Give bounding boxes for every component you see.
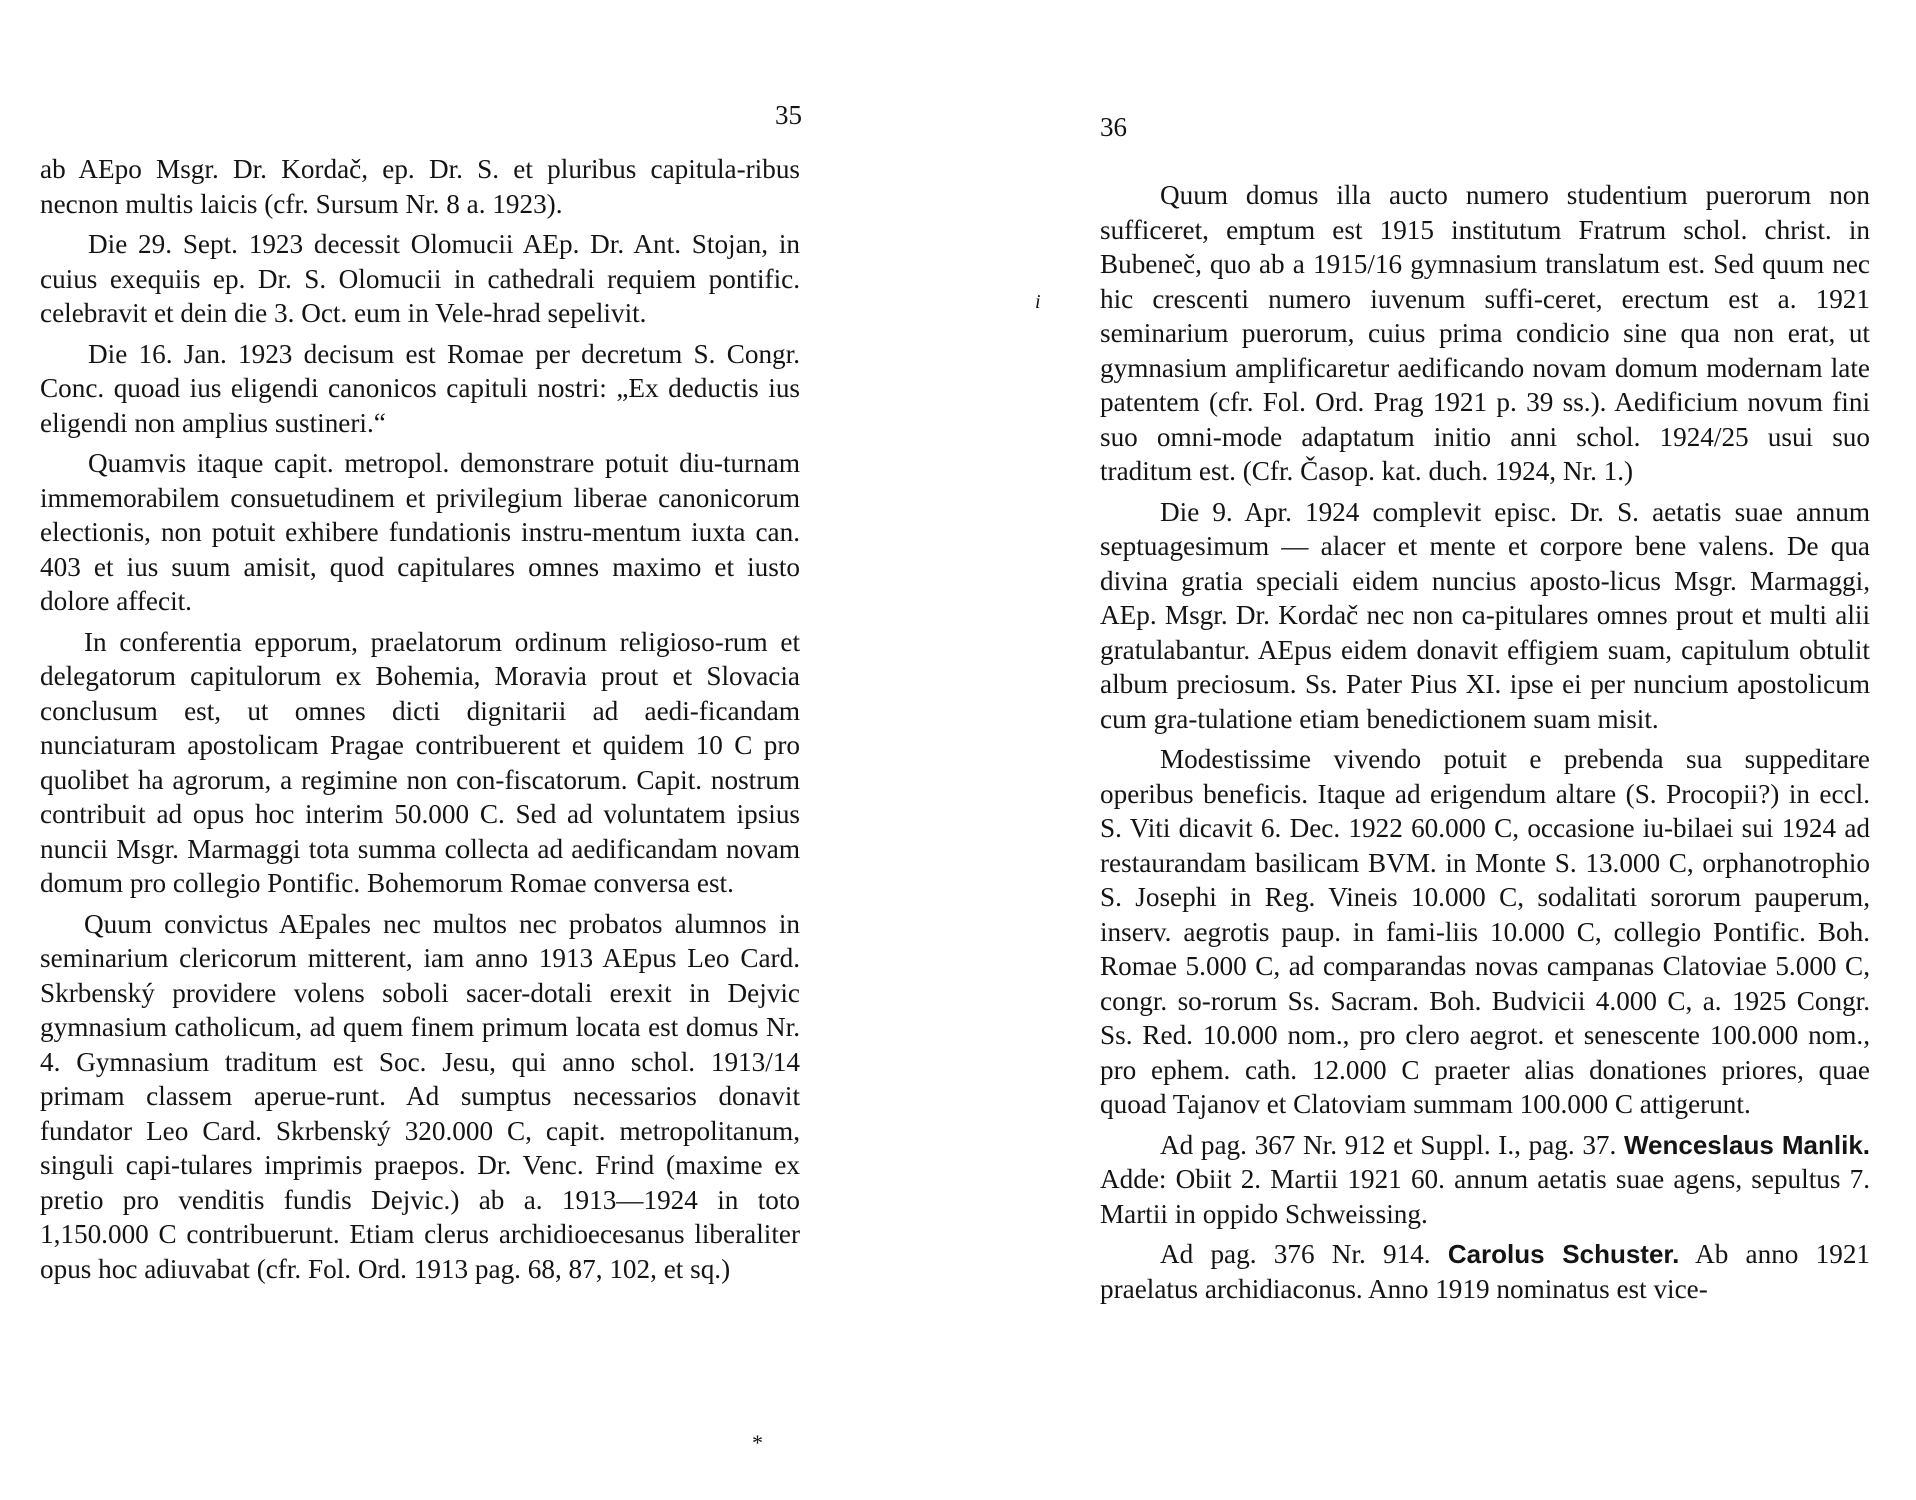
footer-asterisk: * <box>752 1430 763 1455</box>
paragraph: Quum convictus AEpales nec multos nec probatos alumnos in seminarium clericorum mitterent, iam anno 1913 AEpus Leo Card. Skrbenský providere volens soboli sacer-dotali erexit in Dejvic gymnasium catholicum, ad quem finem primum locata est domus Nr. 4. Gymnasium traditum est Soc. Jesu, qui anno schol. 1913/14 primam classem aperue-runt. Ad sumptus necessarios donavit fundator Leo Card. Skrbenský 320.000 C, capit. metropolitanum, singuli capi-tulares imprimis praepos. Dr. Venc. Frind (maxime ex pretio pro venditis fundis Dejvic.) ab a. 1913—1924 in toto 1,150.000 C contribuerunt. Etiam clerus archidioecesanus liberaliter opus hoc adiuvabat (cfr. Fol. Ord. 1913 pag. 68, 87, 102, et sq.) <box>40 908 800 1284</box>
entry-reference: Ad pag. 376 Nr. 914. <box>1160 1239 1448 1269</box>
entry-text: Adde: Obiit 2. Martii 1921 60. annum aetatis suae agens, sepultus 7. Martii in oppido Schweissing. <box>1100 1164 1870 1229</box>
page-number: 36 <box>1100 112 1127 142</box>
paragraph: In conferentia epporum, praelatorum ordinum religioso-rum et delegatorum capitulorum ex Bohemia, Moravia prout et Slovacia conclusum est, ut omnes dicti dignitarii ad aedi-ficandam nunciaturam apostolicam Pragae contribuerent et quidem 10 C pro quolibet ha agrorum, a regimine non con-fiscatorum. Capit. nostrum contribuit ad opus hoc interim 50.000 C. Sed ad voluntatem ipsius nuncii Msgr. Marmaggi tota summa collecta ad aedificandam novam domum pro collegio Pontific. Bohemorum Romae conversa est. <box>40 626 800 898</box>
entry-name: Carolus Schuster. <box>1447 1239 1680 1269</box>
margin-mark: i <box>1035 291 1041 313</box>
paragraph: Modestissime vivendo potuit e prebenda sua suppeditare operibus beneficis. Itaque ad erigendum altare (S. Procopii?) in eccl. S. Viti dicavit 6. Dec. 1922 60.000 C, occasione iu-bilaei sui 1924 ad restaurandam basilicam BVM. in Monte S. 13.000 C, orphanotrophio S. Josephi in Reg. Vineis 10.000 C, sodalitati sororum pauperum, inserv. aegrotis paup. in fami-liis 10.000 C, collegio Pontific. Boh. Romae 5.000 C, ad comparandas novas campanas Clatoviae 5.000 C, congr. so-rorum Ss. Sacram. Boh. Budvicii 4.000 C, a. 1925 Congr. Ss. Red. 10.000 nom., pro clero aegrot. et senescente 100.000 nom., pro ephem. cath. 12.000 C praeter alias donationes priores, quae quoad Tajanov et Clatoviam summam 100.000 C attigerunt. <box>1100 744 1870 1119</box>
right-text-column <box>1100 178 1870 1312</box>
paragraph: Die 16. Jan. 1923 decisum est Romae per decretum S. Congr. Conc. quoad ius eligendi canonicos capituli nostri: „Ex deductis ius eligendi non amplius sustineri.“ <box>40 338 800 438</box>
entry-name: Wenceslaus Manlik. <box>1623 1129 1871 1160</box>
paragraph: Die 9. Apr. 1924 complevit episc. Dr. S. aetatis suae annum septuagesimum — alacer et mente et corpore bene valens. De qua divina gratia speciali eidem nuncius aposto-licus Msgr. Marmaggi, AEp. Msgr. Dr. Kordač nec non ca-pitulares omnes prout et multi alii gratulabantur. AEpus eidem donavit effigiem suam, capitulum obtulit album preciosum. Ss. Pater Pius XI. ipse ei per nuncium apostolicum cum gra-tulatione etiam benedictionem suam misit. <box>1100 496 1870 734</box>
paragraph: Quum domus illa aucto numero studentium puerorum non sufficeret, emptum est 1915 institutum Fratrum schol. christ. in Bubeneč, quo ab a 1915/16 gymnasium translatum est. Sed quum nec hic crescenti numero iuvenum suffi-ceret, erectum est a. 1921 seminarium puerorum, cuius prima condicio sine qua non erat, ut gymnasium amplificaretur aedificando novam domum modernam late patentem (cfr. Fol. Ord. Prag 1921 p. 39 ss.). Aedificium novum fini suo omni-mode adaptatum initio anni schol. 1924/25 usui suo traditum est. (Cfr. Časop. kat. duch. 1924, Nr. 1.) <box>1100 180 1870 486</box>
entry-text: Ab anno 1921 praelatus archidiaconus. Anno 1919 nominatus est vice- <box>1100 1239 1871 1304</box>
left-page <box>40 0 800 1500</box>
supplement-entry <box>1100 1128 1870 1232</box>
supplement-entry <box>1100 1237 1870 1306</box>
paragraph: Die 29. Sept. 1923 decessit Olomucii AEp. Dr. Ant. Stojan, in cuius exequiis ep. Dr. S. Olomucii in cathedrali requiem pontific. celebravit et dein die 3. Oct. eum in Vele-hrad sepelivit. <box>40 229 800 328</box>
entry-reference: Ad pag. 367 Nr. 912 et Suppl. I., pag. 37. <box>1160 1129 1624 1160</box>
left-text-column <box>40 152 800 1292</box>
paragraph: Quamvis itaque capit. metropol. demonstrare potuit diu-turnam immemorabilem consuetudinem et privilegium liberae canonicorum electionis, non potuit exhibere fundationis instru-mentum iuxta can. 403 et ius suum amisit, quod capitulares omnes maximo et iusto dolore affecit. <box>40 448 800 616</box>
paragraph: ab AEpo Msgr. Dr. Kordač, ep. Dr. S. et pluribus capitula-ribus necnon multis laicis (cfr. Sursum Nr. 8 a. 1923). <box>40 154 800 219</box>
right-page <box>1100 0 1870 1500</box>
page-number: 35 <box>775 100 802 130</box>
